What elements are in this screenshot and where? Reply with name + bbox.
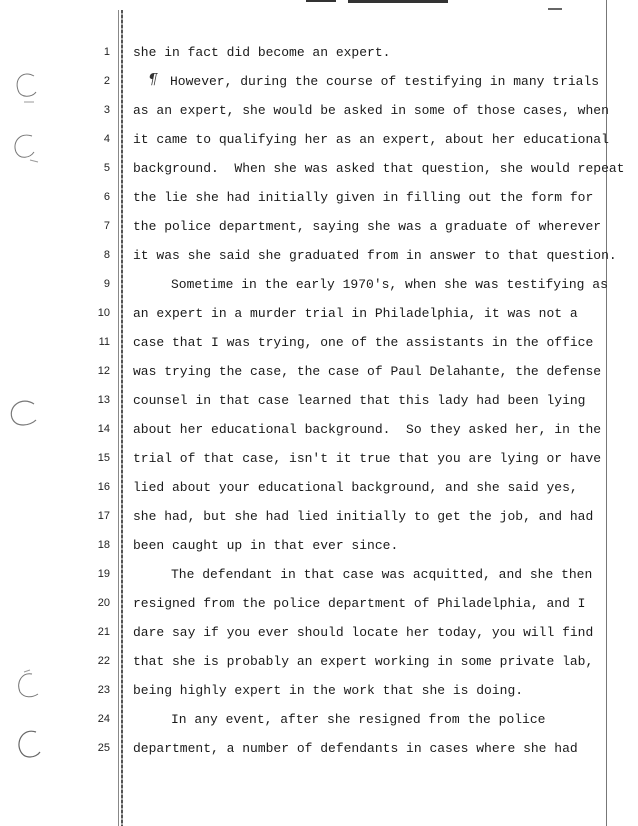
- binder-hole-mark: [10, 668, 44, 704]
- line-number: 19: [97, 568, 110, 580]
- transcript-line: been caught up in that ever since.: [133, 538, 399, 553]
- transcript-line: However, during the course of testifying in many trials: [170, 74, 600, 89]
- line-number: 10: [97, 307, 110, 319]
- transcript-line: it came to qualifying her as an expert, about her educational: [133, 132, 609, 147]
- line-number: 21: [97, 626, 110, 638]
- line-number: 7: [103, 220, 110, 232]
- transcript-line: In any event, after she resigned from the police: [171, 712, 546, 727]
- line-number: 20: [97, 597, 110, 609]
- line-number: 18: [97, 539, 110, 551]
- transcript-line: counsel in that case learned that this lady had been lying: [133, 393, 586, 408]
- binder-hole-mark: [10, 726, 44, 766]
- transcript-line: as an expert, she would be asked in some of those cases, when: [133, 103, 609, 118]
- transcript-line: background. When she was asked that question, she would repeat: [133, 161, 625, 176]
- transcript-line: being highly expert in the work that she is doing.: [133, 683, 524, 698]
- transcript-line: case that I was trying, one of the assistants in the office: [133, 335, 594, 350]
- binder-hole-mark: [10, 68, 44, 108]
- transcript-line: dare say if you ever should locate her today, you will find: [133, 625, 594, 640]
- paragraph-mark: ¶: [148, 70, 158, 88]
- line-number: 17: [97, 510, 110, 522]
- transcript-line: Sometime in the early 1970's, when she was testifying as: [171, 277, 608, 292]
- line-number: 16: [97, 481, 110, 493]
- transcript-line: the police department, saying she was a graduate of wherever: [133, 219, 602, 234]
- line-number: 6: [103, 191, 110, 203]
- binder-hole-mark: [6, 396, 42, 432]
- left-margin-rule: [121, 10, 123, 826]
- line-number: 1: [103, 46, 110, 58]
- transcript-line: resigned from the police department of Philadelphia, and I: [133, 596, 586, 611]
- line-number: 11: [98, 336, 110, 348]
- transcript-line: department, a number of defendants in cases where she had: [133, 741, 578, 756]
- transcript-line: The defendant in that case was acquitted, and she then: [171, 567, 593, 582]
- transcript-line: it was she said she graduated from in answer to that question.: [133, 248, 617, 263]
- line-number: 22: [97, 655, 110, 667]
- transcript-line: an expert in a murder trial in Philadelphia, it was not a: [133, 306, 578, 321]
- transcript-line: she in fact did become an expert.: [133, 45, 391, 60]
- top-rule: [306, 0, 336, 2]
- transcript-line: was trying the case, the case of Paul Delahante, the defense: [133, 364, 602, 379]
- transcript-line: trial of that case, isn't it true that you are lying or have: [133, 451, 602, 466]
- transcript-line: the lie she had initially given in filling out the form for: [133, 190, 594, 205]
- line-number: 15: [97, 452, 110, 464]
- right-margin-rule: [606, 0, 607, 826]
- line-number: 25: [97, 742, 110, 754]
- line-number: 13: [97, 394, 110, 406]
- line-number: 23: [97, 684, 110, 696]
- page-mark: [548, 8, 562, 10]
- line-number: 14: [97, 423, 110, 435]
- transcript-line: that she is probably an expert working in some private lab,: [133, 654, 594, 669]
- line-number: 3: [103, 104, 110, 116]
- line-number: 2: [103, 75, 110, 87]
- top-rule: [348, 0, 448, 3]
- line-number: 9: [103, 278, 110, 290]
- line-number: 24: [97, 713, 110, 725]
- transcript-line: she had, but she had lied initially to get the job, and had: [133, 509, 594, 524]
- line-number: 12: [97, 365, 110, 377]
- transcript-line: about her educational background. So they asked her, in the: [133, 422, 602, 437]
- binder-hole-mark: [8, 130, 42, 170]
- transcript-line: lied about your educational background, and she said yes,: [133, 480, 578, 495]
- line-number: 8: [103, 249, 110, 261]
- left-margin-rule: [118, 10, 119, 826]
- line-number: 4: [103, 133, 110, 145]
- line-number: 5: [103, 162, 110, 174]
